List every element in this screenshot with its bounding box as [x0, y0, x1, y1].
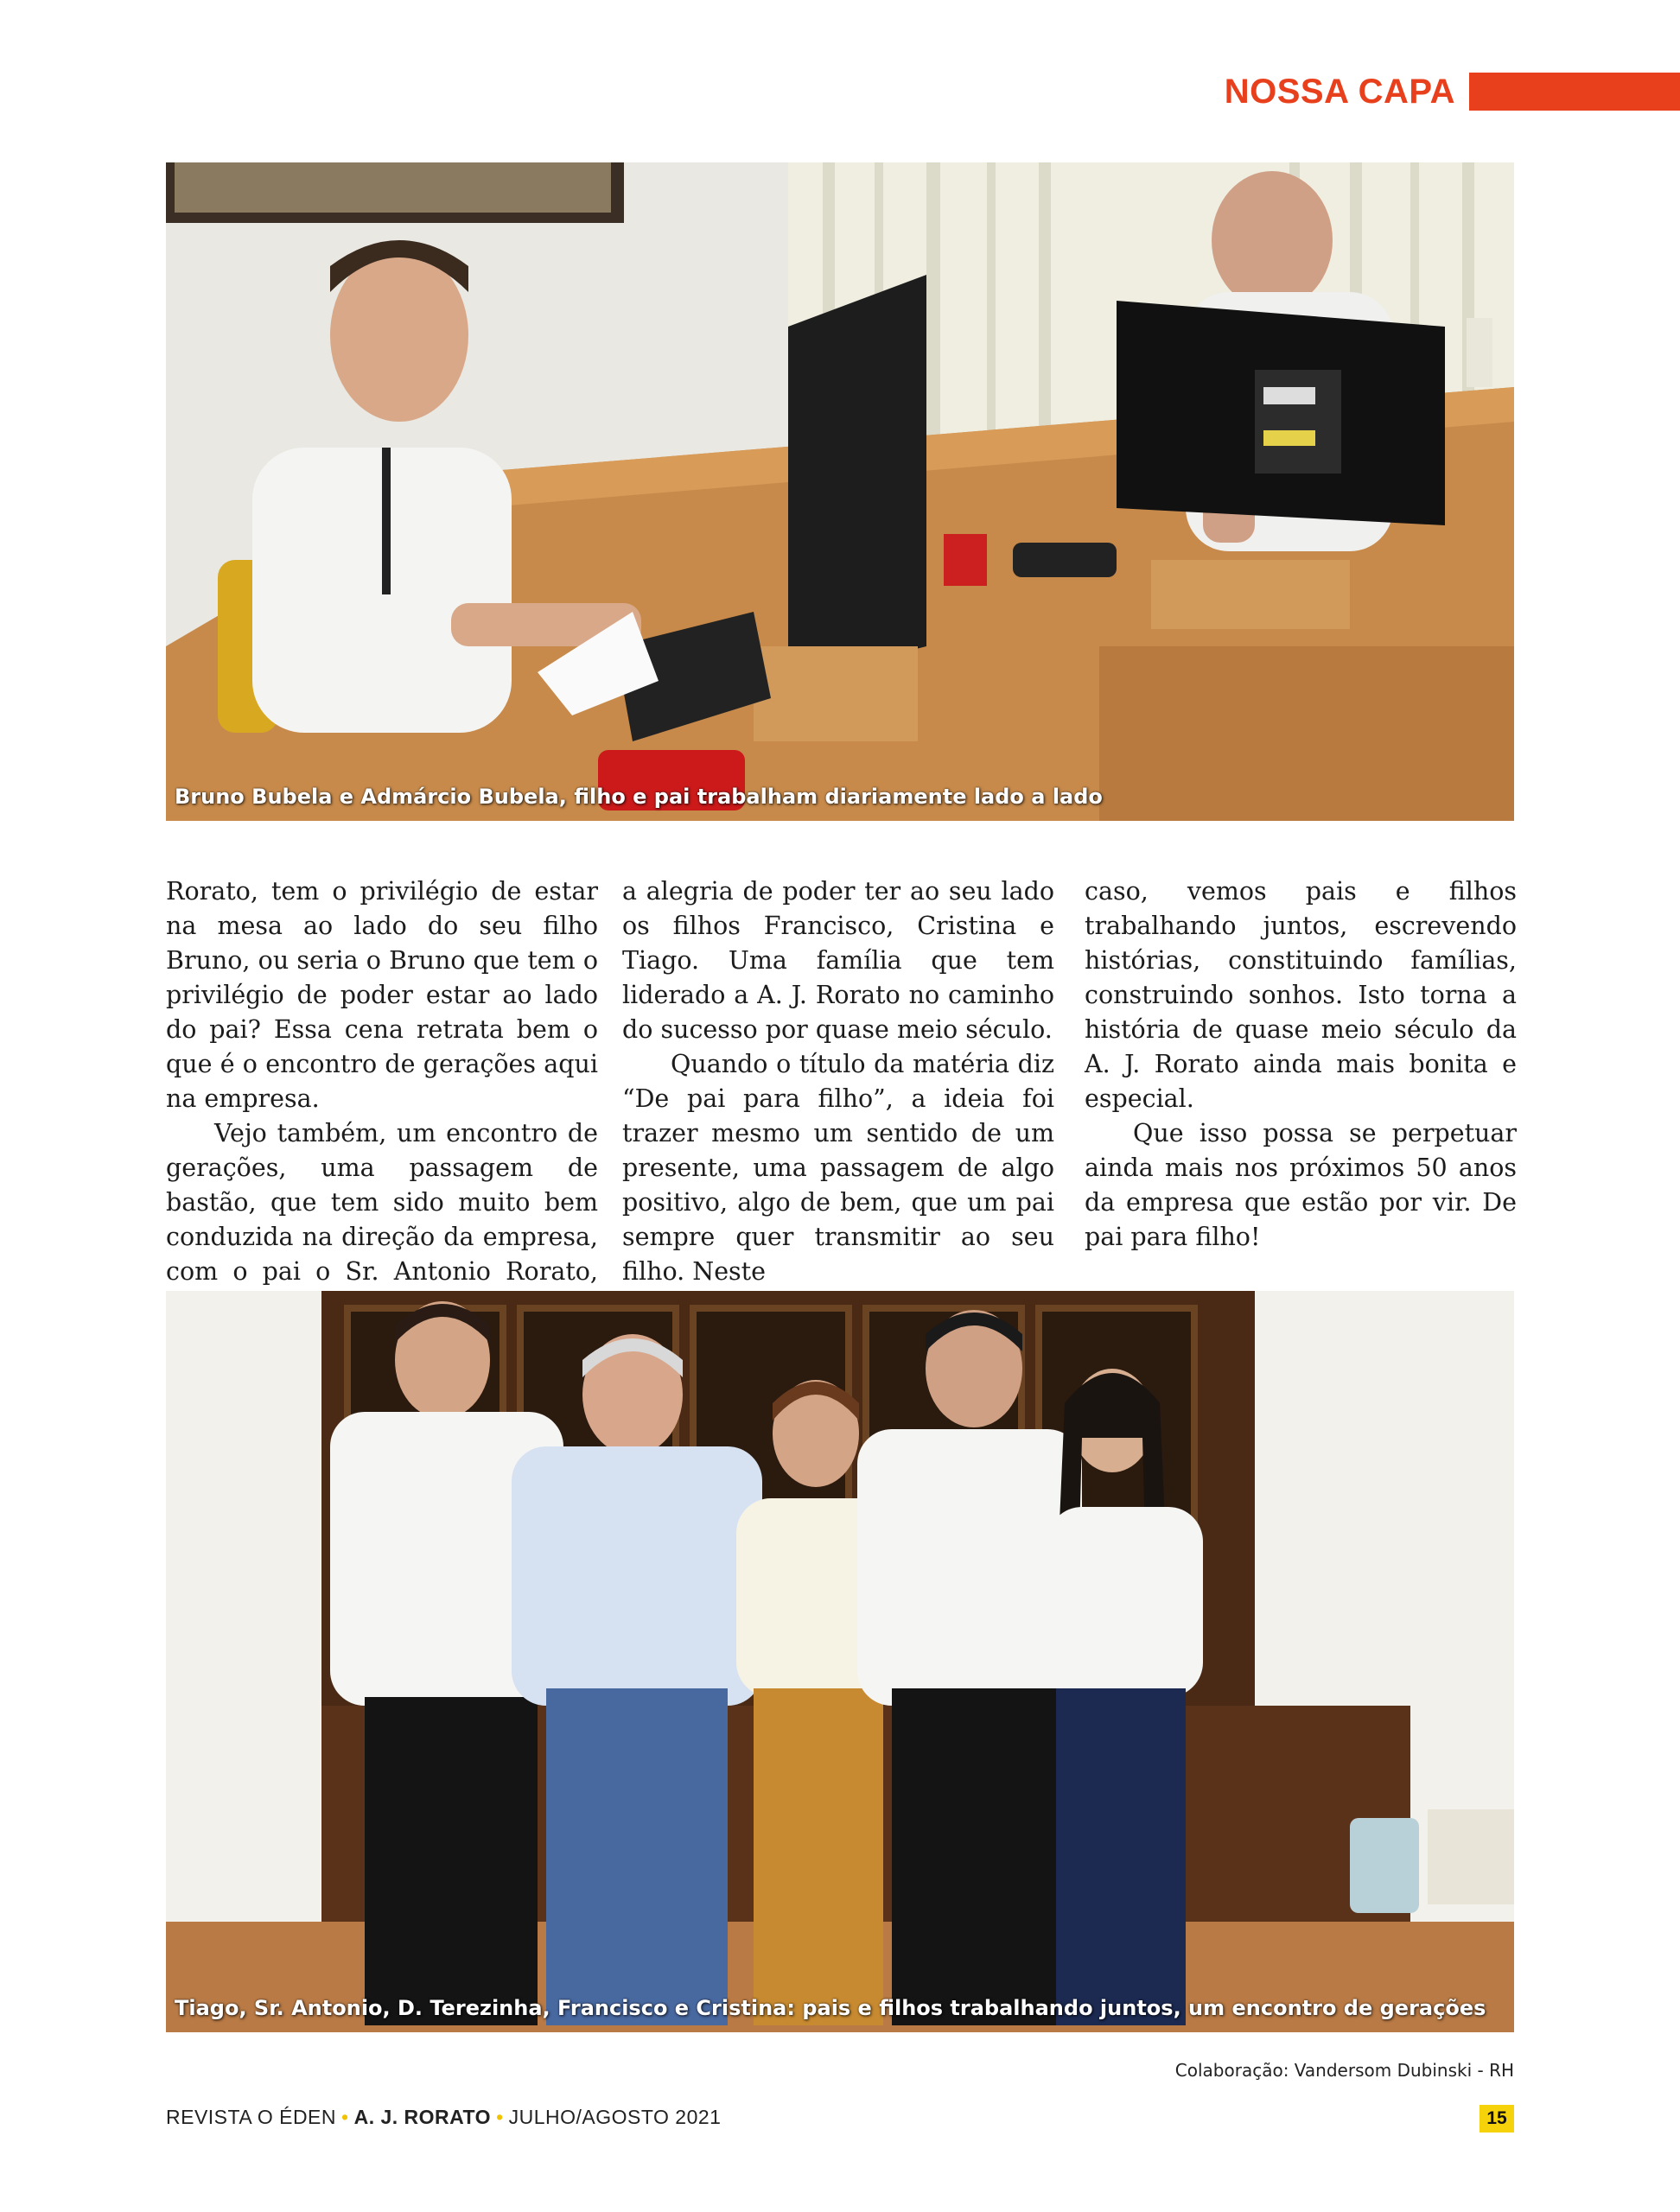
page-number: 15 — [1480, 2105, 1514, 2133]
article-column-3 — [1085, 874, 1517, 1255]
article-column-2 — [622, 874, 1054, 1289]
paragraph: Rorato, tem o privilégio de estar na mesa ao lado do seu filho Bruno, ou seria o Bruno que tem o privilégio de poder estar ao lado do pai? Essa cena retrata bem o que é o encontro de gerações aqui na empresa. — [166, 877, 598, 1113]
issue-date: JULHO/AGOSTO 2021 — [508, 2106, 722, 2128]
paragraph: caso, vemos pais e filhos trabalhando juntos, escrevendo histórias, constituindo famílias, construindo sonhos. Isto torna a história de quase meio século da A. J. Rorato ainda mais bonita e especial. — [1085, 877, 1517, 1113]
page-footer — [166, 2106, 721, 2129]
paragraph: a alegria de poder ter ao seu lado os filhos Francisco, Cristina e Tiago. Uma família que tem liderado a A. J. Rorato no caminho do sucesso por quase meio século. — [622, 877, 1054, 1044]
paragraph: Que isso possa se perpetuar ainda mais nos próximos 50 anos da empresa que estão por vir. De pai para filho! — [1085, 1119, 1517, 1251]
photo-caption: Tiago, Sr. Antonio, D. Terezinha, Francisco e Cristina: pais e filhos trabalhando juntos, um encontro de gerações — [175, 1996, 1486, 2020]
photo-office-father-son — [166, 162, 1514, 821]
company-name: A. J. RORATO — [353, 2106, 492, 2128]
photo-caption: Bruno Bubela e Admárcio Bubela, filho e pai trabalham diariamente lado a lado — [175, 785, 1103, 809]
paragraph: Vejo também, um encontro de gerações, uma passagem de bastão, que tem sido muito bem conduzida na direção da empresa, com o pai o Sr. Antonio Rorato, — [166, 1119, 598, 1286]
credit-line: Colaboração: Vandersom Dubinski - RH — [1174, 2060, 1514, 2081]
paragraph: Quando o título da matéria diz “De pai para filho”, a ideia foi trazer mesmo um sentido de um presente, uma passagem de algo positivo, algo de bem, que um pai sempre quer transmitir ao seu filho. Neste — [622, 1050, 1054, 1286]
footer-separator: • — [496, 2106, 504, 2128]
photo-family-group — [166, 1291, 1514, 2032]
section-title: NOSSA CAPA — [1224, 73, 1455, 111]
section-accent-bar — [1469, 73, 1680, 111]
article-column-1 — [166, 874, 598, 1324]
magazine-name: REVISTA O ÉDEN — [166, 2106, 337, 2128]
footer-separator: • — [341, 2106, 349, 2128]
